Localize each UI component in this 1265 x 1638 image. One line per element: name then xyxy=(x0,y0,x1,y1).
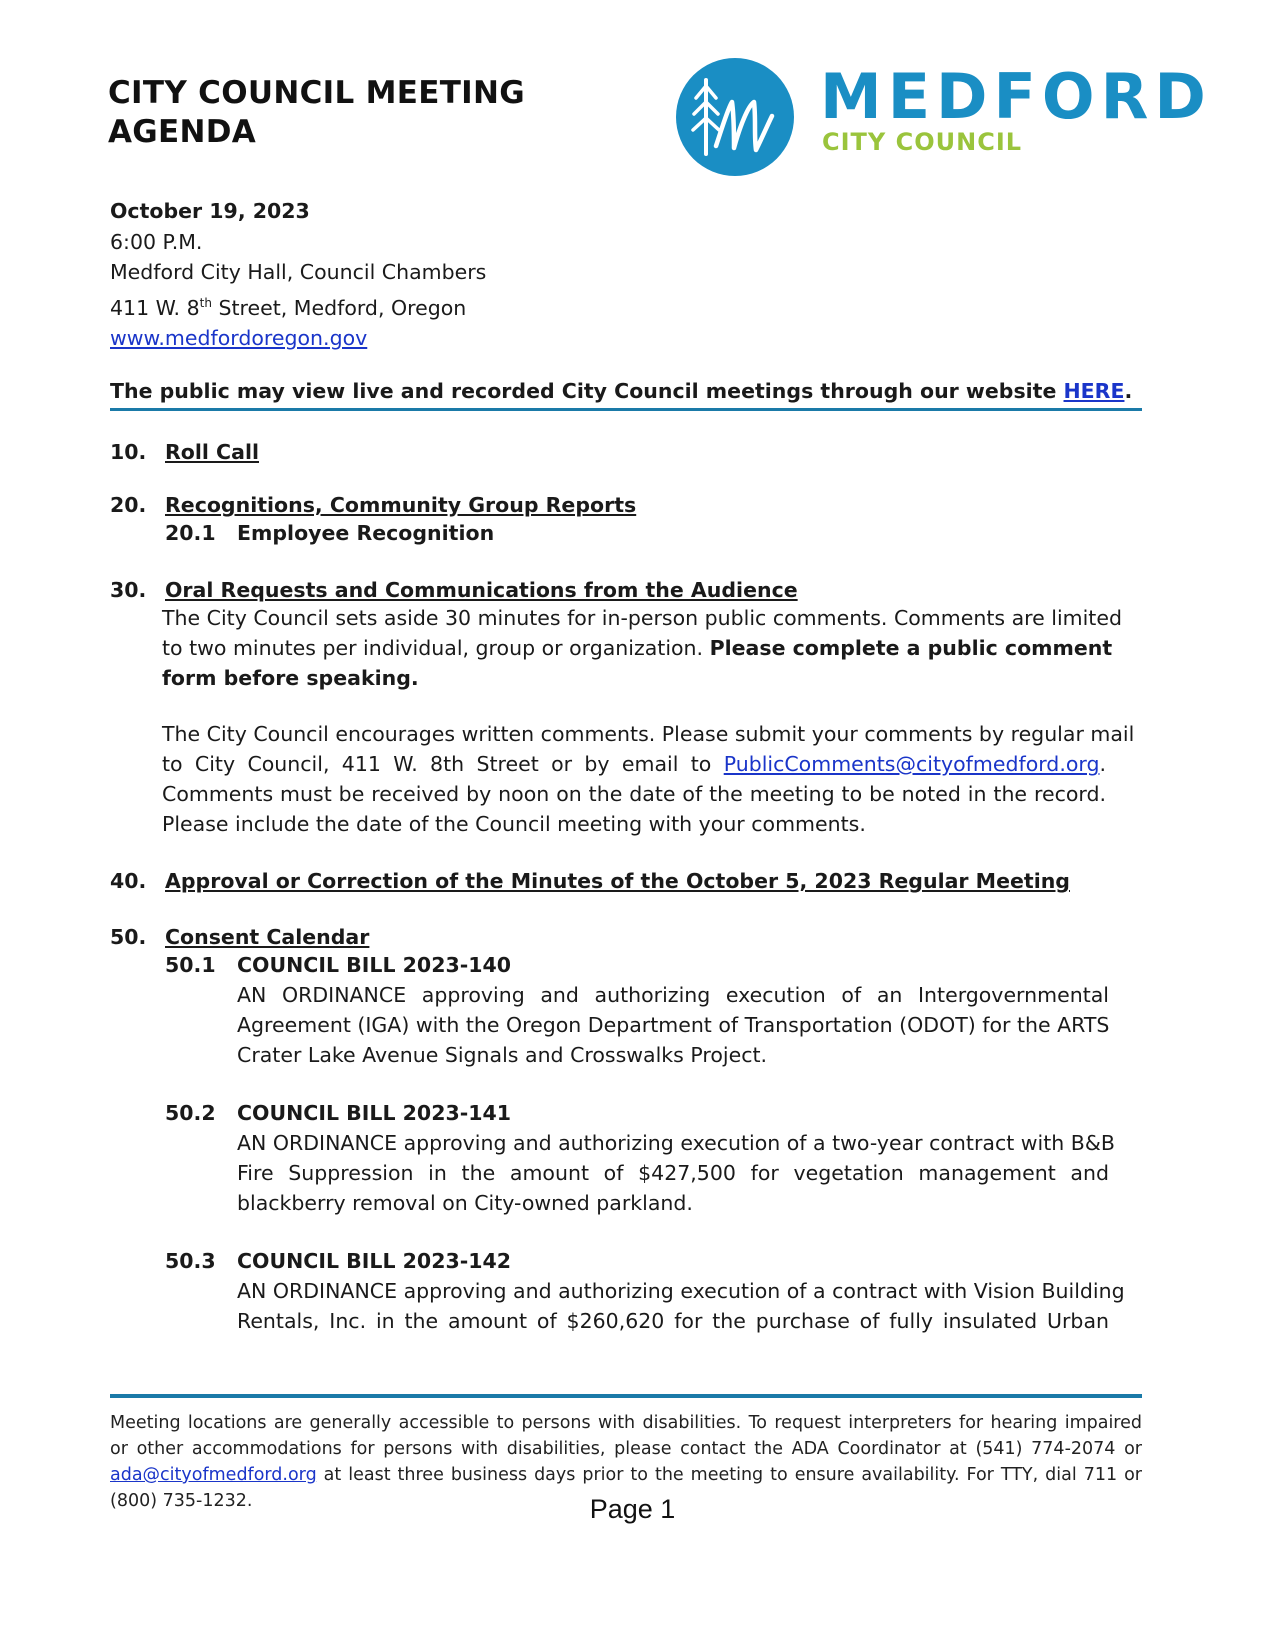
item-number: 40. xyxy=(110,869,147,893)
item-number: 10. xyxy=(110,440,147,464)
address-superscript: th xyxy=(199,295,212,310)
title-line-2: AGENDA xyxy=(108,114,257,150)
agenda-item-20 xyxy=(110,490,1150,550)
meeting-location: Medford City Hall, Council Chambers xyxy=(110,260,487,284)
council-bill-50-3 xyxy=(165,1246,1125,1333)
meeting-date: October 19, 2023 xyxy=(110,199,310,223)
agenda-item-30 xyxy=(110,575,1150,845)
medford-logo xyxy=(676,58,1212,178)
bill-description xyxy=(237,1128,1115,1218)
agenda-item-40 xyxy=(110,866,1150,896)
text-line: Fire Suppression in the amount of $427,500 for vegetation management and xyxy=(237,1161,1109,1185)
sub-item-title: COUNCIL BILL 2023-142 xyxy=(237,1249,512,1273)
footer-line xyxy=(110,1462,1142,1488)
public-notice xyxy=(110,376,1150,406)
text-line: The City Council encourages written comments. Please submit your comments by regular mail xyxy=(162,722,1135,746)
text-line: The City Council sets aside 30 minutes for in-person public comments. Comments are limited xyxy=(162,606,1122,630)
text-run: at least three business days prior to the meeting to ensure availability. For TTY, dial 711 or xyxy=(316,1465,1142,1485)
meeting-address xyxy=(110,288,486,323)
text-line: blackberry removal on City-owned parkland. xyxy=(237,1191,693,1215)
text-line xyxy=(162,633,1113,663)
here-link[interactable]: HERE xyxy=(1063,379,1125,403)
text-line: Please include the date of the Council meeting with your comments. xyxy=(162,812,866,836)
logo-name: MEDFORD xyxy=(820,60,1212,133)
page-number: Page 1 xyxy=(589,1494,676,1524)
text-line: Crater Lake Avenue Signals and Crosswalks Project. xyxy=(237,1043,768,1067)
bold-text: Please complete a public comment xyxy=(709,636,1113,660)
agenda-item-50 xyxy=(110,922,1150,1342)
council-bill-50-1 xyxy=(165,950,1110,1067)
website-link[interactable]: www.medfordoregon.gov xyxy=(110,325,368,350)
text-line: form before speaking. xyxy=(162,666,419,690)
item-heading: Roll Call xyxy=(165,440,259,464)
meeting-info xyxy=(110,196,486,353)
sub-item-title: Employee Recognition xyxy=(237,521,495,545)
title-line-1: CITY COUNCIL MEETING xyxy=(108,75,525,111)
footer-line: (800) 735-1232. xyxy=(110,1491,253,1511)
item-heading: Oral Requests and Communications from the Audience xyxy=(165,578,798,602)
council-bill-50-2 xyxy=(165,1098,1115,1215)
public-comment-paragraph xyxy=(162,603,1122,693)
agenda-item-10 xyxy=(110,437,1150,467)
sub-item-number: 20.1 xyxy=(165,521,216,545)
text-run: . xyxy=(1099,752,1106,776)
header-divider xyxy=(110,408,1142,411)
sub-item-title: COUNCIL BILL 2023-141 xyxy=(237,1101,512,1125)
written-comment-paragraph xyxy=(162,719,1135,839)
text-line xyxy=(162,749,1106,779)
public-notice-text: The public may view live and recorded City Council meetings through our website xyxy=(110,379,1064,403)
text-line: Rentals, Inc. in the amount of $260,620 for the purchase of fully insulated Urban xyxy=(237,1309,1109,1333)
bill-description xyxy=(237,1276,1125,1336)
text-line: AN ORDINANCE approving and authorizing execution of a contract with Vision Building xyxy=(237,1279,1125,1303)
item-heading: Approval or Correction of the Minutes of the October 5, 2023 Regular Meeting xyxy=(165,869,1070,893)
text-line: Agreement (IGA) with the Oregon Department of Transportation (ODOT) for the ARTS xyxy=(237,1013,1110,1037)
sub-item-number: 50.2 xyxy=(165,1101,216,1125)
logo-subtitle: CITY COUNCIL xyxy=(822,128,1023,156)
sub-item-number: 50.1 xyxy=(165,953,216,977)
text-line: AN ORDINANCE approving and authorizing execution of a two-year contract with B&B xyxy=(237,1131,1115,1155)
public-notice-end: . xyxy=(1124,379,1133,403)
item-number: 50. xyxy=(110,925,147,949)
address-text-end: Street, Medford, Oregon xyxy=(211,295,467,320)
sub-item-20-1 xyxy=(165,518,495,548)
footer-divider xyxy=(110,1394,1142,1398)
item-number: 20. xyxy=(110,493,147,517)
footer-line: Meeting locations are generally accessible to persons with disabilities. To request interpreters for hearing impaired xyxy=(110,1413,1142,1433)
address-text: 411 W. 8 xyxy=(110,295,200,320)
text-line: AN ORDINANCE approving and authorizing execution of an Intergovernmental xyxy=(237,983,1109,1007)
bill-description xyxy=(237,980,1109,1070)
meeting-time: 6:00 P.M. xyxy=(110,229,203,254)
page-title xyxy=(108,74,578,152)
medford-tree-m-logo-icon xyxy=(676,58,794,176)
ada-email-link[interactable]: ada@cityofmedford.org xyxy=(110,1465,317,1485)
item-heading: Recognitions, Community Group Reports xyxy=(165,493,637,517)
item-heading: Consent Calendar xyxy=(165,925,370,949)
item-number: 30. xyxy=(110,578,147,602)
text-run: to City Council, 411 W. 8th Street or by email to xyxy=(162,752,724,776)
footer-line: or other accommodations for persons with disabilities, please contact the ADA Coordinator at (541) 774-2074 or xyxy=(110,1439,1142,1459)
text-line: Comments must be received by noon on the date of the meeting to be noted in the record. xyxy=(162,782,1106,806)
text-run: to two minutes per individual, group or organization. xyxy=(162,636,710,660)
sub-item-number: 50.3 xyxy=(165,1249,216,1273)
sub-item-title: COUNCIL BILL 2023-140 xyxy=(237,953,512,977)
public-comments-email-link[interactable]: PublicComments@cityofmedford.org xyxy=(723,752,1100,776)
